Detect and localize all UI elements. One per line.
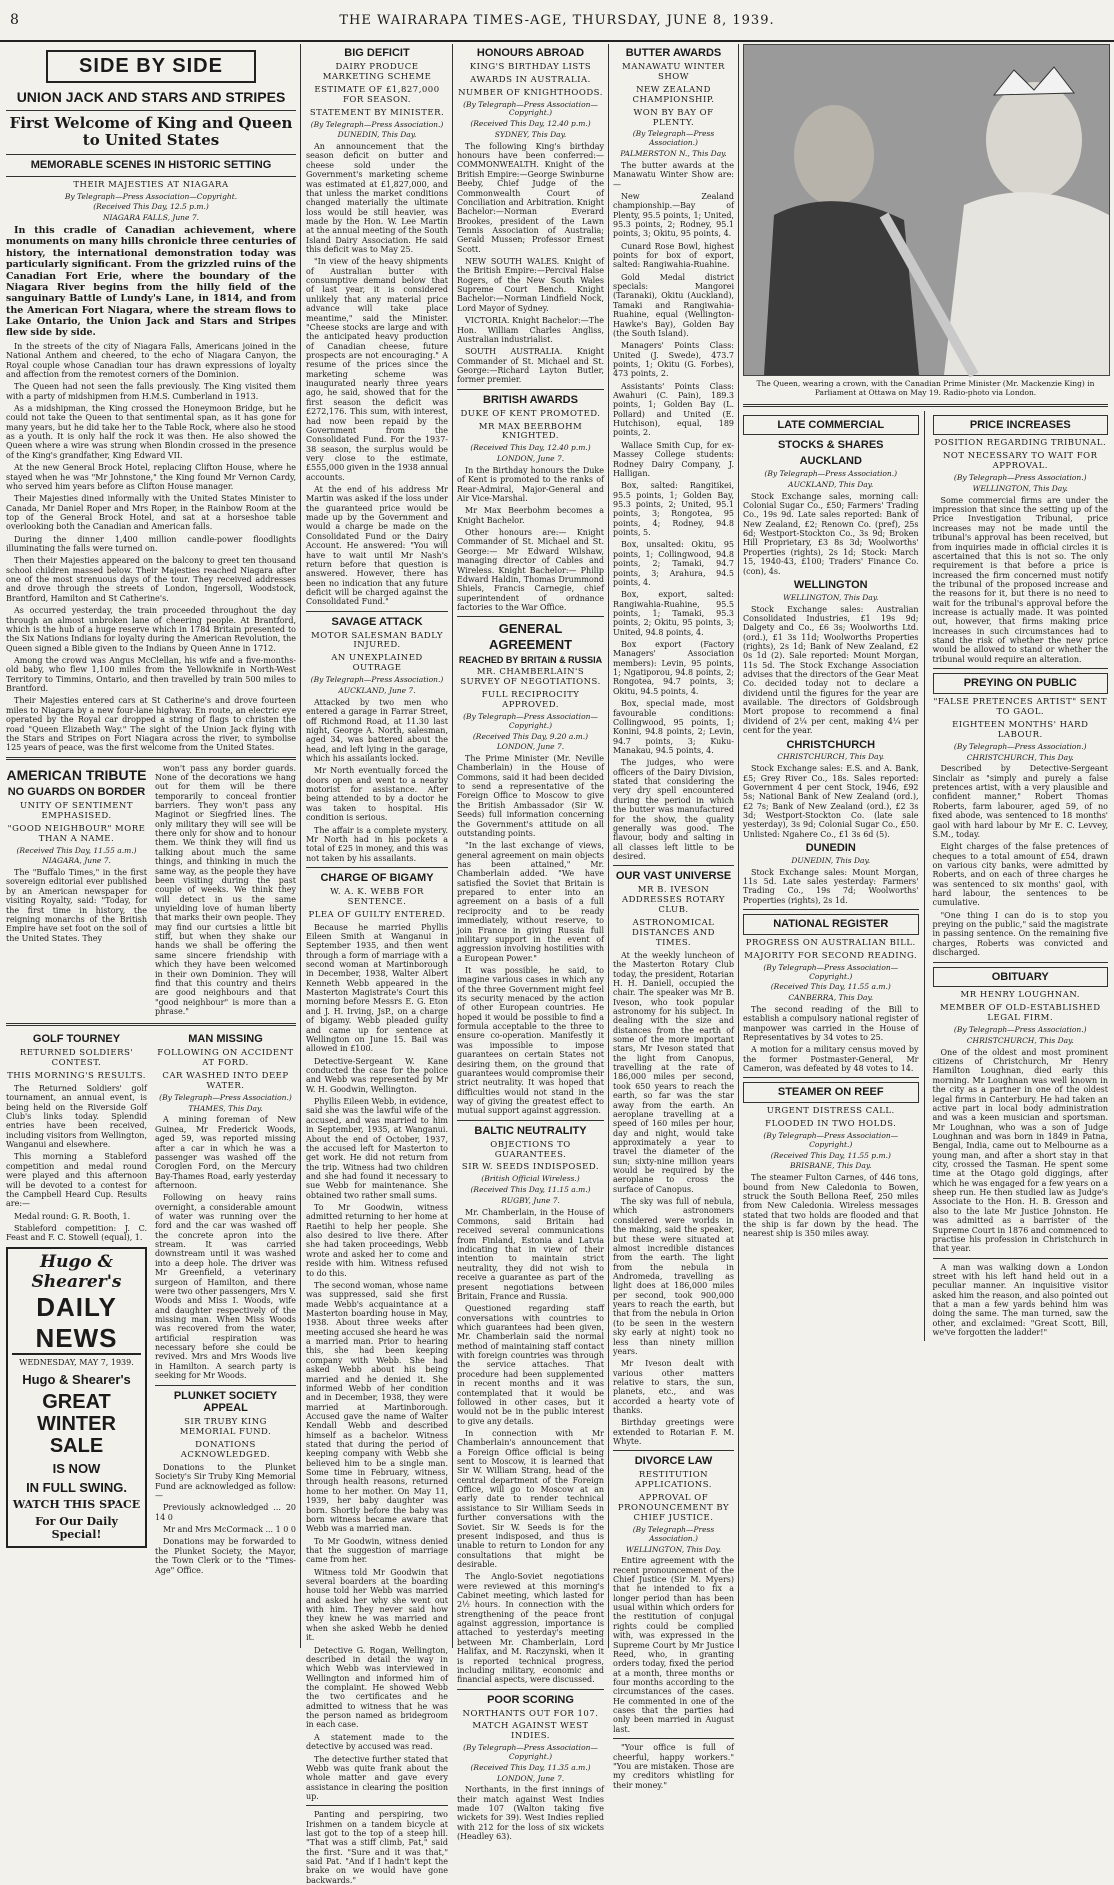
paragraph: "One thing I can do is to stop you preying on the public," said the magistrate in passing sentence. On the remaining five charges, Roberts was convicted and discharged. (932, 910, 1108, 958)
column-rule (300, 44, 301, 1648)
subheadline: AN UNEXPLAINED OUTRAGE (331, 653, 423, 674)
divider (457, 616, 604, 617)
article-butter-awards (613, 47, 734, 861)
ad-date: WEDNESDAY, MAY 7, 1939. (19, 1358, 134, 1368)
paragraph: At the new General Brock Hotel, replacing Clifton House, where he stayed when he was "Mr Johnstone," the King found Mr Vernon Cardy, who served him years before as Clifton House manager. (6, 463, 296, 491)
subheadline: ASTRONOMICAL DISTANCES AND TIMES. (632, 917, 715, 948)
article-general-agreement (457, 621, 604, 1115)
photo-figure (743, 44, 1108, 398)
paragraph: The Anglo-Soviet negotiations were reviewed at this morning's Cabinet meeting, which lasted for 2½ hours. In connection with the strengthening of the peace front against aggression, importance is attached to yesterday's meeting between Mr. Chamberlain, Lord Halifax, and M. Raczynski, when it is reported technical progress, including military, economic and financial aspects, were discussed. (457, 1572, 604, 1685)
subheadline: MR MAX BEERBOHM KNIGHTED. (478, 421, 583, 442)
byline: (By Telegraph—Press Association.) (159, 1092, 292, 1102)
paragraph: Detective G. Rogan, Wellington, described in detail the way in which Webb was interviewed in Wellington and informed him of the complaint. He showed Webb the two certificates and he admitted to witness that he was the person named as bridegroom in each case. (306, 1645, 448, 1730)
paragraph: In connection with Mr Chamberlain's announcement that a Foreign Office official is being sent to Moscow, it is learned that Sir W. William Strang, head of the central department of the Foreign Office, will go to Moscow at an early date to render technical assistance to Sir William Seeds in further conversations with the Soviet. Sir W. Seeds is for the present indisposed, and thus is unable to return to London for any consultations that might be desirable. (457, 1428, 604, 1569)
subheadline: DUKE OF KENT PROMOTED. (460, 408, 601, 419)
byline: (By Telegraph—Press Association—Copyright.) (763, 1131, 899, 1149)
dateline: BRISBANE, This Day. (789, 1161, 872, 1171)
paragraph: Described by Detective-Sergeant Sinclair as "simply and purely a false pretences artist, with a very plausible and confident manner," Robert Thomas Roberts, farm labourer, aged 59, of no fixed abode, was sentenced to 18 months' gaol with hard labour by Mr E. C. Levvey, S.M., today. (932, 764, 1108, 839)
section-auckland: AUCKLAND (799, 455, 862, 468)
column-b (306, 44, 448, 1885)
divider (613, 1738, 734, 1739)
headline: DIVORCE LAW (634, 1455, 713, 1468)
paragraph: At the end of his address Mr Martin was asked if the loss under the guaranteed price would be made up by the Government and would a charge be made on the Consolidated Fund or the Dairy Account. He answered: "You will have to wait until Mr Nash's return before that question is answered. However, there has been no indication that any future deficit will be charged against the Consolidated Fund." (306, 485, 448, 607)
received-time: (Received This Day, 12.40 p.m.) (470, 443, 591, 453)
dateline: RUGBY, June 7. (501, 1195, 560, 1205)
article-late-commercial (743, 415, 919, 906)
subheadline: "FALSE PRETENCES ARTIST" SENT TO GAOL. (933, 697, 1108, 717)
paragraph: Box export (Factory Managers' Association members): Levin, 95 points, 1; Ngatiporou, 94.8 points, 2; Rongotea, 94.7 points, 3; Okitu, 94.5 points, 4. (613, 640, 734, 696)
byline: (By Telegraph—Press Association.) (953, 1025, 1087, 1035)
advertisement-hugo-shearer (6, 1247, 147, 1548)
headline-kicker: SIDE BY SIDE (46, 50, 256, 83)
section-dunedin: DUNEDIN (805, 842, 856, 855)
headline: AMERICAN TRIBUTE (6, 766, 147, 783)
paragraph: The Returned Soldiers' golf tournament, an annual event, is being held on the Riverside Golf Club's links today. Splendid entries have been received, including visitors from Wellington, Wanganui and elsewhere. (6, 1083, 147, 1150)
paragraph: Northants, in the first innings of their match against West Indies made 107 (Walton taking five wickets for 39). West Indies replied with 212 for the loss of six wickets (Headley 63). (457, 1785, 604, 1842)
headline: SAVAGE ATTACK (331, 615, 423, 628)
paragraph: A motion for a military census moved by the former Postmaster-General, Mr Cameron, was defeated by 48 votes to 14. (743, 1045, 919, 1074)
subheadline: W. A. K. WEBB FOR SENTENCE. (330, 886, 424, 907)
received-time: (Received This Day, 12.40 p.m.) (470, 119, 591, 129)
divider (6, 757, 296, 760)
article-charge-of-bigamy (306, 872, 448, 1885)
divider (933, 1258, 1109, 1259)
subheadline: STATEMENT BY MINISTER. (309, 107, 445, 118)
paragraph: Panting and perspiring, two Irishmen on a tandem bicycle at last got to the top of a steep hill. "That was a stiff climb, Pat," said the first. "Sure and it was that," said Pat. "And if I hadn't kept the brake on we would have gone backwards." (306, 1810, 448, 1885)
masthead (0, 0, 1114, 42)
divider (306, 867, 448, 868)
paragraph: Stock Exchange sales: Australian Consolidated Industries, £1 19s 9d; Dalgety and Co., £6 3s; Woolworths Ltd. (ord.), £1 3s 11d; Woolworths Properties (rights), 2s 1d; Bank of New Zealand, £2 0s 1d (2). Sale reported: Mount Morgan, 11s 5d. The Stock Exchange Association advises that the directors of the Gear Meat Co. decided today not to declare a dividend until the figures for the year are available. The directors of Goldsbrough Mort propose to recommend a final dividend of 2¼ per cent, making 4¼ per cent for the year. (743, 604, 919, 736)
paragraph: The Queen had not seen the falls previously. The King visited them with a party of midshipmen from H.M.S. Cumberland in 1913. (6, 382, 296, 401)
subheadline: URGENT DISTRESS CALL. (766, 1106, 895, 1117)
page-number: 8 (10, 12, 19, 28)
paragraph: Questioned regarding staff conversations with countries to which guarantees had been given, Mr. Chamberlain said the normal method of maintaining staff contact with foreign countries was through the service attaches. That procedure had been supplemented in recent months and it was contemplated that it would be followed in other cases, but it would not be in the public interest to give any details. (457, 1304, 604, 1426)
paragraph: The second woman, whose name was suppressed, said she first made Webb's acquaintance at a Masterton boarding house in May, 1938. About three weeks after meeting accused she heard he was a married man. Prior to hearing this, she had been keeping company with Webb. She had asked Webb about his being married and he denied it. She informed Webb of her condition and in December, 1938, they were married at Martinborough. Accused gave the name of Walter Kendall Webb and described himself as a bachelor. Witness stated that during the period of keeping company with Webb she believed him to be a single man. Some time in February, witness, through health reasons, returned home to her mother. On May 11, 1939, her baby daughter was born. Shortly before the baby was born witness became aware that Webb was a married man. (306, 1280, 448, 1534)
paragraph: "In view of the heavy shipments of Australian butter with consumptive demand below that of last year, it is considered unlikely that any material price advance will take place meantime," said the Minister. "Cheese stocks are large and with the anticipated heavy production of Canadian cheese, future prospects are not encouraging." A resume of the prices since the marketing scheme was inaugurated nearly three years ago, he said, showed that for the first season the deficit was £272,176. This sum, with interest, had now been repaid by the Government from the Consolidated Fund. For the 1937-38 season, the surplus would be very close to the estimate, £555,000 given in the 1938 annual accounts. (306, 257, 448, 482)
paragraph: The judges, who were officers of the Dairy Division, stated that considering the very dry spell encountered during the period in which the butter was manufactured for the show, the quality generally was good. The flavour, body and salting in all classes left little to be desired. (613, 758, 734, 861)
column-c (457, 44, 604, 1842)
article-steamer-on-reef (743, 1082, 919, 1238)
lower-columns (6, 1030, 296, 1578)
subheadline: ESTIMATE OF £1,827,000 FOR SEASON. (314, 84, 440, 105)
column-a (6, 44, 296, 1648)
paragraph: The second reading of the Bill to establish a compulsory national register of manpower was carried in the House of Representatives by 34 votes to 25. (743, 1004, 919, 1042)
byline: By Telegraph—Press Association—Copyright. (64, 191, 238, 201)
subheadline: AWARDS IN AUSTRALIA. (470, 74, 591, 85)
headline: NATIONAL REGISTER (743, 914, 919, 935)
article-preying-on-public (933, 673, 1109, 957)
divider (933, 668, 1109, 669)
byline: (By Telegraph—Press Association.) (953, 473, 1087, 483)
headline: PRICE INCREASES (933, 415, 1109, 436)
dateline: WELLINGTON, This Day. (783, 592, 879, 602)
subheadline: NO GUARDS ON BORDER (7, 785, 146, 798)
paragraph: Donations to the Plunket Society's Sir Truby King Memorial Fund are acknowledged as follow:— (155, 1462, 296, 1501)
paragraph: Their Majesties entered cars at St Catherine's and drove fourteen miles to Niagara by a new four-lane highway. En route, an electric eye operated by the Royal car dropped a string of flags to christen the road "Queen Elizabeth Way." The sight of the Union Jack flying with the Stars and Stripes on Fort Niagara across the river, to symbolise 125 years of peace, was the first welcome from the United States. (6, 696, 296, 753)
subheadline: NOT NECESSARY TO WAIT FOR APPROVAL. (942, 451, 1098, 472)
paragraph: Detective-Sergeant W. Kane conducted the case for the police and Webb was represented by Mr W. H. Goodwin, Wellington. (306, 1056, 448, 1094)
column-rule (452, 44, 453, 1648)
paragraph: A mining foreman of New Guinea, Mr Frederick Woods, aged 59, was reported missing after a car in which he was a passenger was washed off the Coroglen Ford, on the Mercury Bay-Thames Road, early yesterday afternoon. (155, 1115, 296, 1190)
received-time: (Received This Day, 11.55 p.m.) (770, 1150, 891, 1160)
subheadline: SIR TRUBY KING MEMORIAL FUND. (179, 1417, 272, 1438)
subheadline: NORTHANTS OUT FOR 107. (462, 1708, 599, 1719)
column-rule (608, 44, 609, 1648)
subheadline: MR. CHAMBERLAIN'S SURVEY OF NEGOTIATIONS. (460, 667, 601, 688)
byline: (By Telegraph—Press Association—Copyright.) (463, 711, 598, 730)
ad-sale-line: WINTER SALE (37, 1412, 116, 1457)
paragraph: Then their Majesties appeared on the balcony to greet ten thousand school children massed below. Their Majesties reached Niagara after one of the most strenuous days of the tour. They received addresses and drove through the streets of London, Ingersoll, Woodstock, Brantford, Hamilton and St Catherine's. (6, 556, 296, 603)
subheadline: FULL RECIPROCITY APPROVED. (481, 690, 580, 711)
subheadline: MANAWATU WINTER SHOW (622, 61, 725, 82)
section-christchurch: CHRISTCHURCH (786, 738, 876, 751)
dateline: WELLINGTON, This Day. (972, 483, 1068, 493)
received-time: (Received This Day, 11.55 a.m.) (16, 845, 137, 855)
paragraph: Box, export, salted: Rangiwahia-Ruahine, 95.5 points, 1; Tamaki, 95.3 points, 2; Okitu, 95 points, 3; United, 94.8 points, 4. (613, 590, 734, 637)
paragraph: won't pass any border guards. None of the decorations we hang out for them will be there temporarily to conceal frontier barriers. They won't pass any Maginot or Siegfried lines. The only military they will see will be there only for show and to honour them. We think they will find us talking about much the same things, and thinking in much the same way, as the people they have been visiting during the past couple of weeks. We think they will detect in us the same unyielding love of human liberty that marks their own people. They may find our curtsies a little bit stiff, but when they shake our hands we shall be offering the same sincere friendship with which they have been welcomed in their own Dominion. They will find that this country and theirs are good neighbours and that "good neighbour" is more than a phrase." (155, 763, 296, 1016)
subheadline: CAR WASHED INTO DEEP WATER. (162, 1071, 289, 1091)
subheadline: First Welcome of King and Queen to United States (9, 113, 293, 150)
byline: (By Telegraph—Press Association.) (632, 1525, 715, 1543)
article-big-deficit (306, 47, 448, 607)
divider (306, 611, 448, 612)
article-our-vast-universe (613, 870, 734, 1446)
headline: HONOURS ABROAD (476, 47, 585, 59)
subheadline: POSITION REGARDING TRIBUNAL. (934, 438, 1107, 449)
ad-sale-line: GREAT (42, 1390, 111, 1413)
received-time: (Received This Day, 11.15 a.m.) (470, 1185, 591, 1195)
dateline: AUCKLAND, This Day. (788, 479, 874, 489)
subheadline: NUMBER OF KNIGHTHOODS. (458, 87, 603, 98)
paragraph: A man was walking down a London street with his left hand held out in a peculiar manner. An inquisitive visitor asked him the reason, and also pointed out that a man a few yards behind him was doing the same. The man turned, saw the other, and exclaimed: "Great Scott, Bill, we've forgotten the ladder!" (932, 1262, 1108, 1338)
paragraph: The detective further stated that Webb was quite frank about the whole matter and gave every assistance in clearing the position up. (306, 1754, 448, 1801)
subheadline: PROGRESS ON AUSTRALIAN BILL. (745, 937, 916, 948)
dateline: NIAGARA, June 7. (42, 856, 111, 866)
byline: (British Official Wireless.) (481, 1174, 580, 1184)
paragraph: Cunard Rose Bowl, highest points for box of export, salted: Rangiwahia-Ruahine. (613, 241, 734, 270)
headline: STEAMER ON REEF (743, 1082, 919, 1103)
paragraph: Some commercial firms are under the impression that since the setting up of the Price Investigation Tribunal, price increases may not be made until the tribunal's approval has been received, but from inquiries made in official circles it is ascertained that this is not so. The only requirement is that before a price is increased the firm concerned must notify the tribunal of the proposed increase and the reasons for it, but there is no need to wait for the tribunal's approval before the increase is actually made. It was pointed out, however, that firms making price increases in such circumstances had to stand the risk of whether the new price would be allowed to stand or whether the tribunal would require an alteration. (932, 495, 1108, 664)
dateline: NIAGARA FALLS, June 7. (102, 213, 199, 223)
paragraph: Mr and Mrs McCormack ... 1 0 0 (163, 1525, 296, 1535)
paragraph: The sky was full of nebula, which astronomers considered were worlds in the making, said the speaker, but these were situated at almost incredible distances from the earth. The light from the nebula in Andromeda, travelling as light does at 186,000 miles per second, took 900,000 years to reach the earth, but that from the nebula in Orion (to be seen in the western sky early at night) took no less than ninety million years. (613, 1197, 734, 1356)
received-time: (Received This Day, 11.35 a.m.) (470, 1762, 591, 1772)
subheadline: SIR W. SEEDS INDISPOSED. (461, 1162, 600, 1173)
paragraph: "In the last exchange of views, general agreement on main objects has been attained," Mr. Chamberlain added. "We have satisfied the Soviet that Britain is prepared to enter into an agreement on a basis of a full reciprocity and to be ready immediately, without reserve, to join France in giving Russia full military support in the event of aggression involving hostilities with a European Power." (457, 841, 604, 963)
paragraph: At the weekly luncheon of the Masterton Rotary Club today, the president, Rotarian H. H. Daniell, occupied the chair. The speaker was Mr B. Iveson, who took popular astronomy for his subject. In dealing with the size and distances from the earth of some of the more important stars, Mr Iveson stated that the light from Canopus, travelling at the rate of 186,000 miles per second, took 650 years to reach the earth, so far was the star away from the earth. An aeroplane travelling at a speed of 160 miles per hour, day and night, would take approximately a year to travel the diameter of the sun; sixty-nine million years would be required by the aeroplane to cross the surface of Canopus. (613, 950, 734, 1194)
subheadline: MR B. IVESON ADDRESSES ROTARY CLUB. (621, 885, 726, 916)
headline: PLUNKET SOCIETY APPEAL (173, 1389, 278, 1415)
paragraph: Eight charges of the false pretences of cheques to a total amount of £54, drawn on various city banks, were admitted by Roberts, and on each of three charges he was sentenced to six months' gaol, with hard labour, the sentences to be cumulative. (932, 842, 1108, 908)
divider (743, 1077, 919, 1078)
subheadline: STOCKS & SHARES (777, 439, 884, 452)
dateline: DUNEDIN, This Day. (337, 130, 417, 140)
subheadline: WON BY BAY OF PLENTY. (633, 107, 714, 128)
paragraph: Stock Exchange sales: E.S. and A. Bank, £5; Grey River Co., 18s. Sales reported: Government 4 per cent Stock, 1946, £92 5s; National Bank of New Zealand (ord.), £2 7s; Bank of New Zealand (ord.), £2 3s 3d; Westport-Stockton Co. (late sale yesterday), 3s 9d; Colonial Sugar Co., £50. Unlisted: Ngahere Co., £1 3s 6d (5). (743, 764, 919, 839)
article-price-increases (933, 415, 1109, 665)
paragraph: Stock Exchange sales, morning call: Colonial Sugar Co., £50; Farmers' Trading Co., 19s 9d. Late sales reported: Bank of New Zealand, £2; Renown Co. (pref), 25s 6d; Westport-Stockton Co., 3s 9d; Broken Hill Proprietary, £3 8s 3d; Woolworths' Properties (rights), 2s 1d; Stock: March 15, 1940-43, £100; Traders' Finance Co. (con), 4s. (743, 491, 919, 576)
dateline: AUCKLAND, June 7. (338, 686, 416, 696)
article-man-missing (155, 1033, 296, 1380)
byline: (By Telegraph—Press Association.) (632, 129, 715, 148)
column-d (613, 44, 734, 1790)
paragraph: One of the oldest and most prominent citizens of Christchurch, Mr Henry Hamilton Loughnan, died early this morning. Mr Loughnan was well known in the city as a partner in one of the oldest legal firms in Canterbury. He had taken an active part in local body administration and was a keen musician and sportsman. Mr Loughnan, who was a son of Judge Loughnan and was born in 1849 in Patna, Bengal, India, came out to Melbourne as a young man, and after a short stay in that city, crossed the Tasman. He spent some time at the Otago gold diggings, after which he was engaged for a few years on a sheep run. He then studied law as Judge's Associate to the Hon. H. B. Gresson and also to the late Mr Justice Johnston. He was admitted as a barrister of the Supreme Court in 1876 and commenced to practise his profession in Christchurch in that year. (932, 1047, 1108, 1254)
paragraph: In the Birthday honours the Duke of Kent is promoted to the ranks of Rear-Admiral, Major-General and Air Vice-Marshal. (457, 465, 604, 503)
byline: (By Telegraph—Press Association.) (953, 741, 1087, 751)
paragraph: Among the crowd was Angus McClellan, his wife and a five-months-old baby, who flew 1,100 miles from the Yellowknife in North-West Territory to Timmins, Ontario, and then travelled by train 500 miles to Brantford. (6, 656, 296, 694)
photo-caption: The Queen, wearing a crown, with the Canadian Prime Minister (Mr. Mackenzie King) in Parliament at Ottawa on May 19. Radio-photo via London. (756, 379, 1095, 397)
paragraph: Previously acknowledged ... 20 14 0 (155, 1503, 296, 1522)
subheadline: PLEA OF GUILTY ENTERED. (308, 909, 446, 920)
divider (457, 389, 604, 390)
subheadline: REACHED BY BRITAIN & RUSSIA (458, 654, 603, 665)
headline: POOR SCORING (487, 1693, 574, 1706)
paragraph: Gold Medal district specials: Mangorei (Taranaki), Okitu (Auckland), Tamaki and Rangiwahia-Ruahine, equal (Wellington-Hawke's Bay), Golden Bay (the South Island). (613, 272, 734, 338)
subheadline: DAIRY PRODUCE MARKETING SCHEME (322, 61, 432, 82)
subheadline: KING'S BIRTHDAY LISTS (469, 61, 592, 72)
dateline: CANBERRA, This Day. (788, 993, 874, 1003)
paragraph: Wallace Smith Cup, for ex-Massey College students: Rodney Dairy Company, J. Halligan. (613, 440, 734, 478)
paragraph: As occurred yesterday, the train proceeded throughout the day through an almost unbroken lane of cheering people. At Brantford, which is the hub of a huge reserve which in 1784 Britain presented to the Six Nations Indians for loyalty during the American Revolution, the Queen signed a Bible given to the Indians by Queen Anne in 1712. (6, 606, 296, 653)
subheadline: MEMORABLE SCENES IN HISTORIC SETTING (30, 158, 272, 171)
divider (6, 110, 296, 111)
divider (743, 909, 919, 910)
paragraph: Medal round: G. R. Booth, 1. (14, 1211, 131, 1221)
paragraph: Other honours are:— Knight Commander of St. Michael and St. George:— Mr Edward Wilshaw, managing director of Cables and Wireless. Knight Bachelor:— Philip Edward Haldin, Thomas Drummond Shiels, Francis Carnegie, chief superintendent of ordnance factories to the War Office. (457, 528, 604, 612)
paragraph: Entire agreement with the recent pronouncement of the Chief Justice (Sir M. Myers) that he intended to fix a longer period than has been usual within which orders for the restitution of conjugal rights could be complied with, was expressed in the Supreme Court by Mr Justice Reed, who, in granting orders today, fixed the period at a month, three months or four months according to the circumstances of the cases. He commented in one of the cases that the parties had only been married in August last. (613, 1556, 734, 1734)
paragraph: New Zealand championship.—Bay of Plenty, 95.5 points, 1; United, 95.3 points, 2; Rodney, 95.1 points, 3; Okitu, 95 points, 4. (613, 191, 734, 239)
divider (457, 1120, 604, 1121)
paragraph: Attacked by two men who entered a garage in Farrar Street, off Richmond Road, at 11.30 last night, George A. North, salesman, aged 34, was battered about the head, and left lying in the garage, which his assailants locked. (306, 697, 448, 763)
subheadline: FLOODED IN TWO HOLDS. (765, 1119, 897, 1130)
headline: PREYING ON PUBLIC (933, 673, 1109, 694)
article-national-register (743, 914, 919, 1073)
subheadline: THEIR MAJESTIES AT NIAGARA (73, 179, 229, 190)
paragraph: An announcement that the season deficit on butter and cheese sold under the Government's marketing scheme was estimated at £1,827,000, and that unless the market conditions changed materially the ultimate loss would be still heavier, was made by the Hon. W. Lee Martin at the annual meeting of the South Island Dairy Association. He said this deficit was to May 25. (306, 142, 448, 255)
ad-now-line: IS NOW (52, 1460, 101, 1476)
paragraph: Box, unsalted: Okitu, 95 points, 1; Collingwood, 94.8 points, 2; Tamaki, 94.7 points, 3; Arahura, 94.5 points, 4. (613, 540, 734, 587)
paragraph: The following King's birthday honours have been conferred:— COMMONWEALTH. Knight of the British Empire:—George Swinburne Beeby, Chief Judge of the Commonwealth Court of Conciliation and Arbitration. Knight Bachelor:—Norman Everard Brookes, president of the Lawn Tennis Association of Australia; Gerald Mussen; Professor Ernest Scott. (457, 141, 604, 254)
subheadline: MR HENRY LOUGHNAN. (960, 990, 1080, 1001)
paragraph: Because he married Phyllis Eileen Smith at Wanganui in September 1935, and then went through a form of marriage with a second woman at Martinborough in December, 1938, Walter Albert Kenneth Webb appeared in the Masterton Magistrate's Court this morning before Messrs E. G. Eton and J. H. Irving, JsP., on a charge of bigamy. Webb pleaded guilty and came up for sentence at Wellington on June 15. Bail was allowed in £100. (306, 922, 448, 1054)
subheadline: NEW ZEALAND CHAMPIONSHIP. (632, 84, 715, 105)
dateline: SYDNEY, This Day. (494, 129, 567, 139)
paragraph: During the dinner 1,400 million candle-power floodlights illuminating the falls were turned on. (6, 534, 296, 554)
headline: BALTIC NEUTRALITY (474, 1124, 587, 1137)
received-time: (Received This Day, 11.55 a.m.) (770, 982, 891, 992)
subheadline: THIS MORNING'S RESULTS. (7, 1071, 146, 1082)
ad-watch: WATCH THIS SPACE (12, 1498, 141, 1512)
divider (933, 962, 1109, 963)
paragraph: Stock Exchange sales: Mount Morgan, 11s 5d. Late sales yesterday: Farmers' Trading Co., 19s 7d; Woolworths' Properties (rights), 2s 1d. (743, 867, 919, 905)
headline: OBITUARY (933, 967, 1109, 988)
column-rule (738, 44, 739, 1648)
article-side-by-side (6, 50, 296, 753)
divider (613, 865, 734, 866)
photo-illustration-icon (744, 45, 1109, 375)
dateline: WELLINGTON, This Day. (625, 1544, 722, 1554)
dateline: THAMES, This Day. (188, 1103, 263, 1113)
paragraph: In the streets of the city of Niagara Falls, Americans joined in the National Anthem and cheered, to the echo of Niagara Canyon, the Royal couple whose Canadian tour has drawn expressions of loyalty and affection from the remotest corners of the Dominion. (6, 341, 296, 379)
article-poor-scoring (457, 1694, 604, 1842)
received-time: (Received This Day, 12.5 p.m.) (93, 202, 209, 212)
headline: BRITISH AWARDS (483, 393, 578, 406)
subheadline: MATCH AGAINST WEST INDIES. (472, 1721, 589, 1742)
article-honours-abroad (457, 47, 604, 385)
ad-daily: For Our Daily Special! (35, 1515, 118, 1541)
subheadline: DONATIONS ACKNOWLEDGED. (180, 1440, 271, 1461)
byline: (By Telegraph—Press Association—Copyright.) (763, 962, 899, 981)
paragraph: Following on heavy rains overnight, a considerable amount of water was running over the ford and the car was washed off the concrete apron into the stream. It was carried downstream until it was washed into a deep hole. The driver was Mr Greenfield, a veterinary surgeon of Hamilton, and there were two other passengers, Mrs V. Woods and Miss I. Woods, wife and daughter respectively of the missing man. When Miss Woods was recovered from the water, artificial respiration was necessary before she could be revived. Mrs and Mrs Woods live in Hamilton. A search party is seeking for Mr Woods. (155, 1193, 296, 1381)
article-plunket-society (155, 1390, 296, 1575)
paragraph: The steamer Fulton Carnes, of 446 tons, bound from New Caledonia to Bowen, struck the South Bellona Reef, 250 miles from New Caledonia. Wireless messages stated that two holds are flooded and that the ship is far down by the head. The nearest ship is 350 miles away. (743, 1173, 919, 1239)
paragraph: To Mr Goodwin, witness admitted returning to her home at Raetihi to help her people. She also desired to live there. After she had taken proceedings, Webb wrote and asked her to come and reside with him. Witness refused to do this. (306, 1203, 448, 1278)
subheadline: RETURNED SOLDIERS' CONTEST. (19, 1048, 134, 1069)
paragraph: Managers' Points Class: United (J. Swede), 473.7 points, 1; Okitu (G. Forbes), 473 points, 2. (613, 341, 734, 379)
subheadline: "GOOD NEIGHBOUR" MORE THAN A NAME. (7, 823, 146, 844)
paragraph: The butter awards at the Manawatu Winter Show are:— (613, 160, 734, 189)
headline: GENERAL AGREEMENT (488, 621, 573, 652)
byline: (By Telegraph—Press Association—Copyright.) (463, 1743, 598, 1762)
ad-firm: Hugo & Shearer's (22, 1371, 131, 1387)
byline: (By Telegraph—Press Association.) (310, 119, 444, 129)
paragraph: Birthday greetings were extended to Rotarian F. M. Whyte. (613, 1418, 734, 1447)
paragraph: Phyllis Eileen Webb, in evidence, said she was the lawful wife of the accused, and was married to him in September, 1935, at Wanganui. About the end of October, 1937, the accused left for Masterton to get work. He did not return from the trip. Witness had two children and she had found it necessary to sue Webb for maintenance. She obtained two rather small sums. (306, 1097, 448, 1200)
paragraph: Donations may be forwarded to the Plunket Society, the Mayor, the Town Clerk or to the "Times-Age" Office. (155, 1537, 296, 1575)
paragraph: It was possible, he said, to imagine various cases in which any of the three Government might feel its security menaced by the action of other European countries. He hoped it would be possible to find a formula acceptable to the three to ensure co-operation. Manifestly it was impossible to impose guarantees on certain States not desiring them, on the ground that guarantees would compromise their strict neutrality. It was hoped that difficulties would not stand in the way of giving the greatest effect to mutual support against aggression. (457, 965, 604, 1116)
article-british-awards (457, 394, 604, 613)
divider (743, 404, 1108, 407)
article-divorce-law (613, 1455, 734, 1789)
paragraph: NEW SOUTH WALES. Knight of the British Empire:—Percival Halse Rogers, of the New South Wales Supreme Court Bench. Knight Bachelor:—Norman Lindfield Nock, Lord Mayor of Sydney. (457, 257, 604, 313)
ad-script-title: Hugo & Shearer's (31, 1251, 122, 1292)
paragraph: Witness told Mr Goodwin that several boarders at the boarding house told her Webb was married and asked her why she went out with him. They never said how they knew he was married and when she asked Webb he denied it. (306, 1567, 448, 1643)
right-subcolumns (743, 411, 1108, 1341)
paragraph: Box, special made, most favourable conditions: Collingwood, 95 points, 1; Konini, 94.8 points, 2; Levin, 94.7 points, 3; Kuku-Manakau, 94.5 points, 4. (613, 699, 734, 755)
lead-paragraph: In this cradle of Canadian achievement, where monuments on many hills chronicle three centuries of history, the international demonstration today was particularly significant. From the grizzled ruins of the Canadian Fort Erie, where the boundary of the Niagara River begins from the hilly field of the sanguinary Battle of Lundy's Lane, in 1814, and from the American Fort Niagara, where the stream flows to Lake Ontario, the Union Jack and Stars and Stripes flew side by side. (6, 224, 296, 339)
dateline: DUNEDIN, This Day. (791, 855, 871, 865)
headline: GOLF TOURNEY (32, 1033, 121, 1046)
subheadline: MAJORITY FOR SECOND READING. (744, 950, 918, 961)
headline: BUTTER AWARDS (625, 47, 722, 59)
headline: UNION JACK AND STARS AND STRIPES (16, 89, 286, 106)
byline: (By Telegraph—Press Association.) (310, 675, 444, 685)
subheadline: MOTOR SALESMAN BADLY INJURED. (311, 630, 443, 651)
paragraph: "Your office is full of cheerful, happy workers." "You are mistaken. Those are my creditors whistling for their money." (613, 1743, 734, 1790)
paragraph: This morning a Stableford competition and medal round were played and this afternoon will be devoted to a contest for the Campbell Heard Cup. Results are:— (6, 1152, 147, 1209)
headline: MAN MISSING (188, 1033, 263, 1046)
headline: LATE COMMERCIAL (743, 415, 919, 436)
paragraph: To Mr Goodwin, witness denied that the suggestion of marriage came from her. (306, 1536, 448, 1565)
paragraph: Stableford competition: J. C. Feast and F. C. Stowell (equal), 1. (6, 1224, 147, 1243)
paragraph: The "Buffalo Times," in the first sovereign editorial ever published by an American newspaper for visiting Royalty, said: "Today, for the first time in history, the reigning monarchs of the British Empire have set foot on the soil of the United States. They (6, 868, 147, 943)
dateline: LONDON, June 7. (496, 1773, 565, 1783)
paragraph: Their Majesties dined informally with the United States Minister to Canada, Mr Daniel Roper and Mrs Roper, in the Rainbow Room at the top of the General Brock Hotel, and sat at a horseshoe table overlooking both the Canadian and American falls. (6, 494, 296, 532)
paragraph: SOUTH AUSTRALIA. Knight Commander of St. Michael and St. George:—Richard Layton Butler, former premier. (457, 347, 604, 385)
dateline: PALMERSTON N., This Day. (620, 149, 727, 159)
article-obituary (933, 967, 1109, 1338)
paragraph: Mr North eventually forced the doors open and went to a nearby motorist for assistance. After being attended to by a doctor he was taken to hospital. His condition is serious. (306, 766, 448, 823)
paragraph: Box, salted: Rangitikei, 95.5 points, 1; Golden Bay, 95.3 points, 2; United, 95.1 points, 3; Rongotea, 95 points, 4; Rodney, 94.8 points, 5. (613, 481, 734, 538)
article-american-tribute (6, 764, 296, 1020)
headline: CHARGE OF BIGAMY (320, 871, 434, 884)
dateline: LONDON, June 7. (496, 454, 565, 464)
article-savage-attack (306, 616, 448, 863)
paragraph: As a midshipman, the King crossed the Honeymoon Bridge, but he could not take the Queen to that sentimental span, as it has gone for many years, but he did take her to the Table Rock, where also he stood as a youth. It is only half the rock it was then. He also showed the Queen where a wire was strung when Blondin crossed in the presence of the King's grandfather, King Edward VII. (6, 404, 296, 460)
received-time: (Received This Day, 9.20 a.m.) (472, 731, 589, 741)
byline: (By Telegraph—Press Association—Copyright.) (463, 99, 598, 118)
divider (155, 1385, 296, 1386)
section-wellington: WELLINGTON (793, 578, 868, 591)
paragraph: The affair is a complete mystery. Mr North had in his pockets a total of £25 in money, and this was not taken by his assailants. (306, 825, 448, 863)
paragraph: Mr Iveson dealt with various other matters relative to stars, the sun, planets, etc., and was accorded a hearty vote of thanks. (613, 1359, 734, 1416)
headline: BIG DEFICIT (344, 47, 410, 59)
divider (6, 1023, 296, 1026)
paragraph: Mr. Chamberlain, in the House of Commons, said Britain had received several communications from Finland, Estonia and Latvia indicating that in view of their intention to maintain strict neutrality, they did not wish to receive a guarantee as part of the present negotiations between Britain, France and Russia. (457, 1207, 604, 1301)
dateline: LONDON, June 7. (496, 742, 565, 752)
divider (613, 1450, 734, 1451)
ad-now-line: IN FULL SWING. (26, 1480, 127, 1496)
dateline: CHRISTCHURCH, This Day. (966, 1035, 1074, 1045)
subheadline: RESTITUTION APPLICATIONS. (635, 1470, 712, 1491)
divider (457, 1689, 604, 1690)
subheadline: FOLLOWING ON ACCIDENT AT FORD. (157, 1048, 294, 1069)
article-golf-tourney (6, 1033, 147, 1242)
paragraph: Assistants' Points Class: Awahuri (C. Pain), 189.3 points, 1; Golden Bay (L. Pollard) and United (E. Hutchison), equal, 189 points, 2. (613, 381, 734, 438)
divider (6, 154, 296, 155)
dateline: CHRISTCHURCH, This Day. (777, 752, 885, 762)
dateline: CHRISTCHURCH, This Day. (966, 752, 1074, 762)
newspaper-title: THE WAIRARAPA TIMES-AGE, THURSDAY, JUNE 8, 1939. (339, 13, 775, 28)
subheadline: UNITY OF SENTIMENT EMPHASISED. (19, 800, 134, 821)
paragraph: The Prime Minister (Mr. Neville Chamberlain) in the House of Commons, said it had been decided to send a representative of the Foreign Office to Moscow to give the British Ambassador (Sir W. Seeds) full information concerning the Government's attitude on all outstanding points. (457, 754, 604, 838)
subheadline: APPROVAL OF PRONOUNCEMENT BY CHIEF JUSTICE. (617, 1493, 730, 1524)
column-e (743, 44, 1108, 1648)
paragraph: Mr Max Beerbohm becomes a Knight Bachelor. (457, 506, 604, 525)
paragraph: A statement made to the detective by accused was read. (306, 1732, 448, 1752)
divider (6, 176, 296, 177)
divider (306, 1805, 448, 1806)
byline: (By Telegraph—Press Association.) (764, 469, 898, 479)
paragraph: VICTORIA. Knight Bachelor:—The Hon. William Charles Angliss, Australian industrialist. (457, 316, 604, 344)
queen-photo (743, 44, 1110, 376)
subheadline: EIGHTEEN MONTHS' HARD LABOUR. (952, 719, 1089, 740)
subheadline: OBJECTIONS TO GUARANTEES. (490, 1139, 571, 1160)
article-baltic-neutrality (457, 1125, 604, 1685)
headline: OUR VAST UNIVERSE (615, 870, 732, 883)
subheadline: MEMBER OF OLD-ESTABLISHED LEGAL FIRM. (939, 1003, 1101, 1024)
ad-title: DAILY NEWS (12, 1292, 141, 1355)
